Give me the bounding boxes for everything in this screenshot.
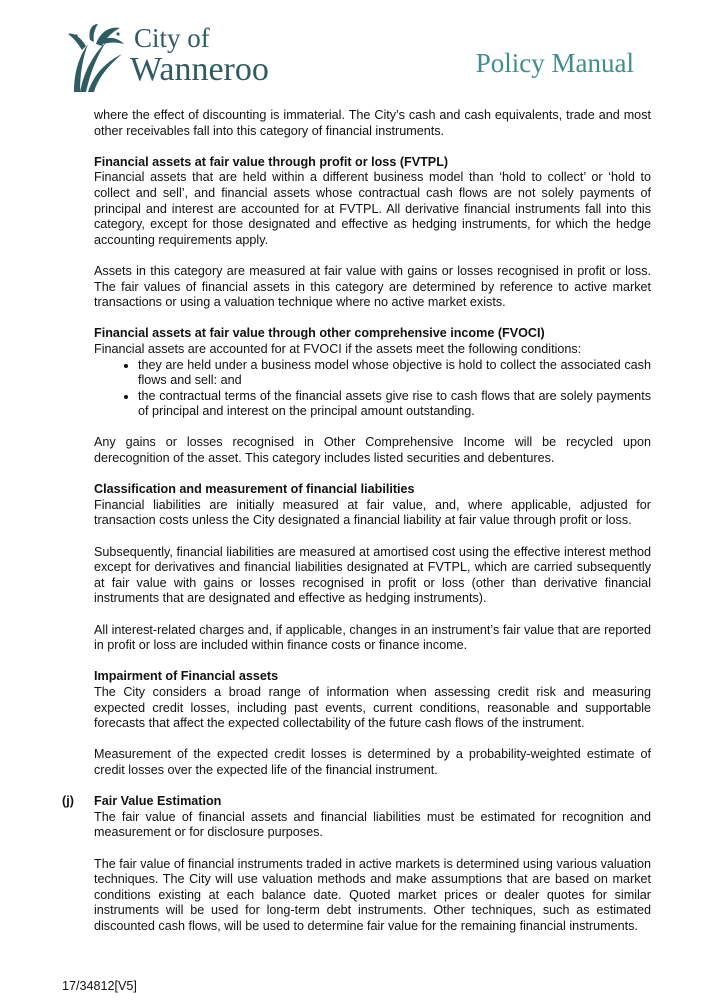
section-label: (j) <box>62 794 74 809</box>
document-reference: 17/34812[V5] <box>62 979 137 993</box>
paragraph: Financial assets are accounted for at FVOCI if the assets meet the following conditions: <box>94 341 582 356</box>
logo-text-city-of: City of <box>134 23 210 53</box>
paragraph: Financial assets that are held within a different business model than ‘hold to collect’ or ‘hold to collect and sell’, and financial assets whose contractual cash flows are not solely payments of principal and interest are accounted for at FVTPL. All derivative financial instruments fall into this category, except for those designated and effective as hedging instruments, for which the hedge accounting requirements apply. <box>94 170 651 247</box>
section-heading-liabilities: Classification and measurement of financial liabilities <box>94 482 415 497</box>
section-heading-fair-value <box>62 794 651 810</box>
paragraph: Financial liabilities are initially measured at fair value, and, where applicable, adjusted for transaction costs unless the City designated a financial liability at fair value through profit or loss. <box>94 497 651 528</box>
logo-text-wanneroo: Wanneroo <box>130 51 269 88</box>
paragraph: The fair value of financial assets and financial liabilities must be estimated for recognition and measurement or for disclosure purposes. <box>94 809 651 840</box>
policy-manual-title: Policy Manual <box>475 48 634 78</box>
paragraph: Assets in this category are measured at fair value with gains or losses recognised in profit or loss. The fair values of financial assets in this category are determined by reference to active market transactions or using a valuation technique where no active market exists. <box>94 263 651 310</box>
document-body <box>62 108 651 950</box>
list-item: • they are held under a business model whose objective is hold to collect the associated cash flows and sell: and <box>138 358 651 389</box>
section-heading-impairment: Impairment of Financial assets <box>94 669 279 684</box>
paragraph: All interest-related charges and, if applicable, changes in an instrument’s fair value that are reported in profit or loss are included within finance costs or finance income. <box>94 622 651 653</box>
paragraph: where the effect of discounting is immaterial. The City’s cash and cash equivalents, trade and most other receivables fall into this category of financial instruments. <box>94 108 651 138</box>
paragraph: The City considers a broad range of information when assessing credit risk and measuring expected credit losses, including past events, current conditions, reasonable and supportable forecasts that affect the expected collectability of the future cash flows of the instrument. <box>94 684 651 731</box>
condition-list <box>94 358 651 420</box>
section-heading-fvtpl: Financial assets at fair value through profit or loss (FVTPL) <box>94 154 449 169</box>
city-logo <box>66 22 306 94</box>
paragraph: The fair value of financial instruments traded in active markets is determined using various valuation techniques. The City will use valuation methods and make assumptions that are based on market conditions existing at each balance date. Quoted market prices or dealer quotes for similar instruments will be used for long-term debt instruments. Other techniques, such as estimated discounted cash flows, will be used to determine fair value for the remaining financial instruments. <box>94 856 651 933</box>
paragraph: Measurement of the expected credit losses is determined by a probability-weighted estimate of credit losses over the expected life of the financial instrument. <box>94 747 651 777</box>
paragraph: Subsequently, financial liabilities are measured at amortised cost using the effective interest method except for derivatives and financial liabilities designated at FVTPL, which are carried subsequently at fair value with gains or losses recognised in profit or loss (other than derivative financial instruments that are designated and effective as hedging instruments). <box>94 544 651 606</box>
paragraph: Any gains or losses recognised in Other Comprehensive Income will be recycled upon derecognition of the asset. This category includes listed securities and debentures. <box>94 435 651 466</box>
list-item: • the contractual terms of the financial assets give rise to cash flows that are solely payments of principal and interest on the principal amount outstanding. <box>138 389 651 420</box>
wildflower-icon <box>66 22 136 94</box>
section-heading-fvoci: Financial assets at fair value through other comprehensive income (FVOCI) <box>94 326 545 341</box>
section-heading-text: Fair Value Estimation <box>94 794 222 809</box>
